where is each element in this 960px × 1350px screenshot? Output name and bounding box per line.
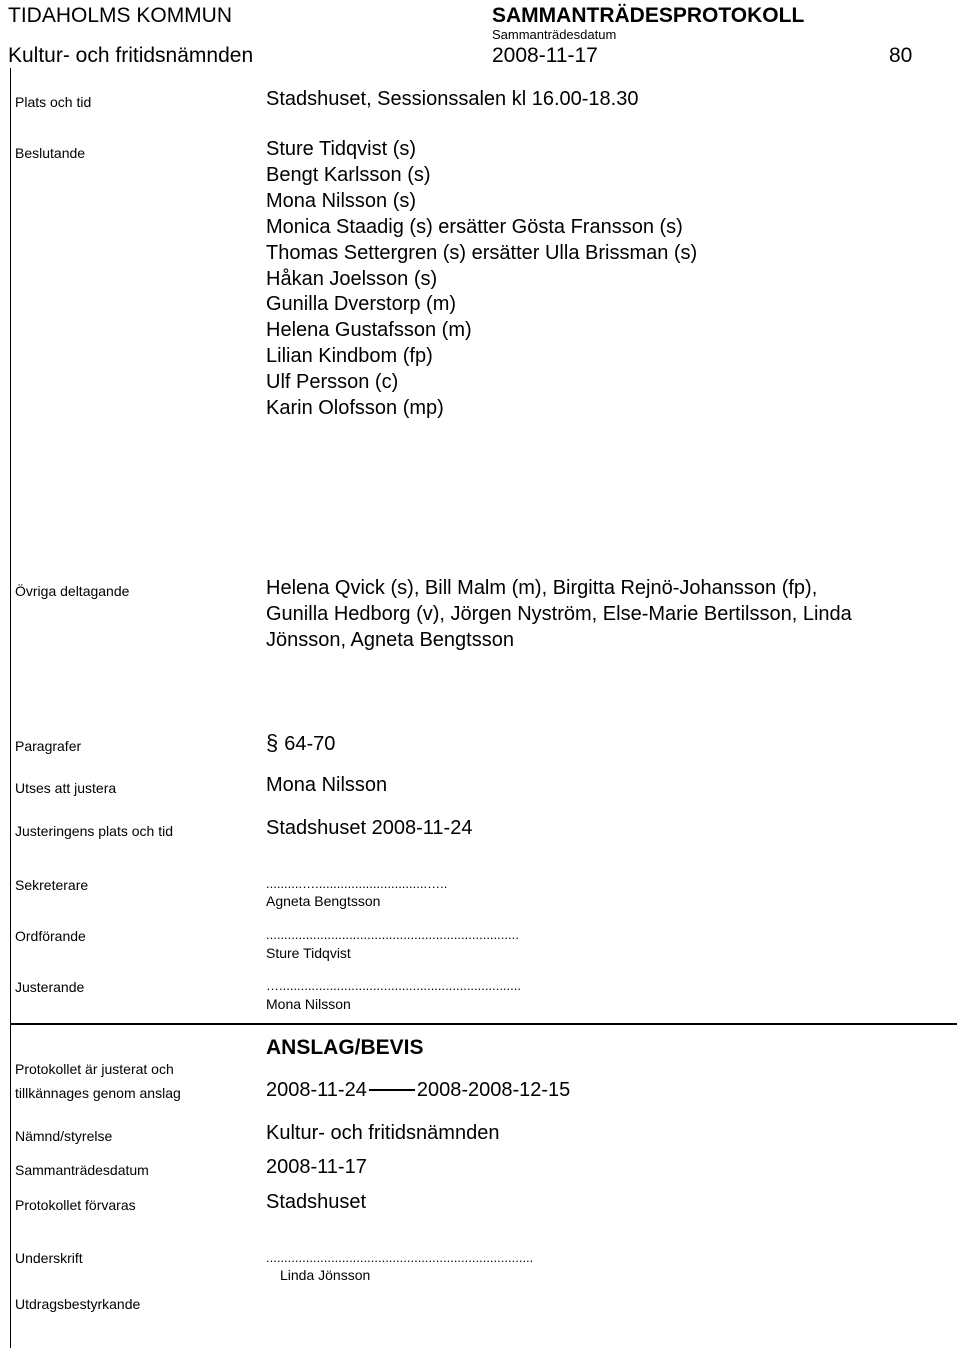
body-label: Nämnd/styrelse	[15, 1128, 113, 1144]
notice-date-label: Sammanträdesdatum	[15, 1162, 149, 1178]
other-participants-label: Övriga deltagande	[15, 583, 130, 599]
member: Håkan Joelsson (s)	[266, 267, 438, 290]
storage-value: Stadshuset	[266, 1191, 367, 1213]
document-type: SAMMANTRÄDESPROTOKOLL	[492, 4, 805, 27]
member: Monica Staadig (s) ersätter Gösta Fransson (s)	[266, 215, 683, 238]
secretary-signature-line: ..........…...............................…..	[266, 876, 448, 891]
body-value: Kultur- och fritidsnämnden	[266, 1122, 500, 1144]
member: Ulf Persson (c)	[266, 371, 399, 394]
member: Lilian Kindbom (fp)	[266, 345, 433, 368]
deciding-label: Beslutande	[15, 145, 86, 161]
committee-name: Kultur- och fritidsnämnden	[8, 44, 254, 67]
certified-label: Utdragsbestyrkande	[15, 1296, 141, 1312]
adjust-place-label: Justeringens plats och tid	[15, 823, 173, 839]
place-label: Plats och tid	[15, 94, 92, 110]
chair-label: Ordförande	[15, 928, 86, 944]
meeting-date: 2008-11-17	[492, 44, 598, 67]
paragraphs-range: 64-70	[284, 733, 336, 755]
deciding-members-list	[266, 137, 697, 422]
adjuster-label: Utses att justera	[15, 780, 117, 796]
adjuster-sign-name: Mona Nilsson	[266, 996, 351, 1012]
member: Sture Tidqvist (s)	[266, 138, 417, 160]
adjuster-value: Mona Nilsson	[266, 774, 388, 796]
signature-name: Linda Jönsson	[280, 1267, 371, 1283]
adjuster-sign-label: Justerande	[15, 979, 85, 995]
posting-end: 2008-2008-12-15	[416, 1079, 571, 1101]
secretary-label: Sekreterare	[15, 877, 89, 893]
adjust-place-value: Stadshuset 2008-11-24	[266, 817, 473, 839]
notice-title: ANSLAG/BEVIS	[266, 1036, 424, 1059]
adjuster-signature-line: …...................................................................	[266, 978, 521, 993]
dash-icon	[369, 1089, 415, 1091]
section-sign-icon: §	[266, 730, 279, 755]
member: Bengt Karlsson (s)	[266, 163, 431, 186]
member: Thomas Settergren (s) ersätter Ulla Brissman (s)	[266, 241, 698, 264]
org-name: TIDAHOLMS KOMMUN	[8, 4, 233, 27]
signature-line: ..........................................................................	[266, 1250, 534, 1265]
posting-start: 2008-11-24	[266, 1079, 367, 1101]
member: Helena Gustafsson (m)	[266, 319, 472, 342]
notice-date-value: 2008-11-17	[266, 1156, 367, 1178]
adjusted-label-line1: Protokollet är justerat och	[15, 1061, 174, 1077]
adjusted-label-line2: tillkännages genom anslag	[15, 1085, 181, 1101]
other-participants-line: Helena Qvick (s), Bill Malm (m), Birgitta Rejnö-Johansson (fp),	[266, 577, 818, 599]
other-participants-line: Gunilla Hedborg (v), Jörgen Nyström, Else-Marie Bertilsson, Linda	[266, 603, 852, 625]
page-number: 80	[889, 44, 913, 67]
paragraphs-label: Paragrafer	[15, 738, 82, 754]
section-divider	[10, 1023, 957, 1025]
chair-signature-line: ......................................................................	[266, 927, 519, 942]
date-caption: Sammanträdesdatum	[492, 27, 617, 42]
secretary-name: Agneta Bengtsson	[266, 893, 381, 909]
member: Gunilla Dverstorp (m)	[266, 293, 457, 316]
other-participants-line: Jönsson, Agneta Bengtsson	[266, 629, 514, 651]
margin-line	[10, 68, 11, 1348]
member: Karin Olofsson (mp)	[266, 397, 444, 420]
member: Mona Nilsson (s)	[266, 189, 417, 212]
storage-label: Protokollet förvaras	[15, 1197, 136, 1213]
chair-name: Sture Tidqvist	[266, 945, 351, 961]
signature-label: Underskrift	[15, 1250, 83, 1266]
posting-period	[266, 1077, 570, 1103]
paragraphs-value	[266, 730, 335, 757]
place-value: Stadshuset, Sessionssalen kl 16.00-18.30	[266, 88, 639, 110]
